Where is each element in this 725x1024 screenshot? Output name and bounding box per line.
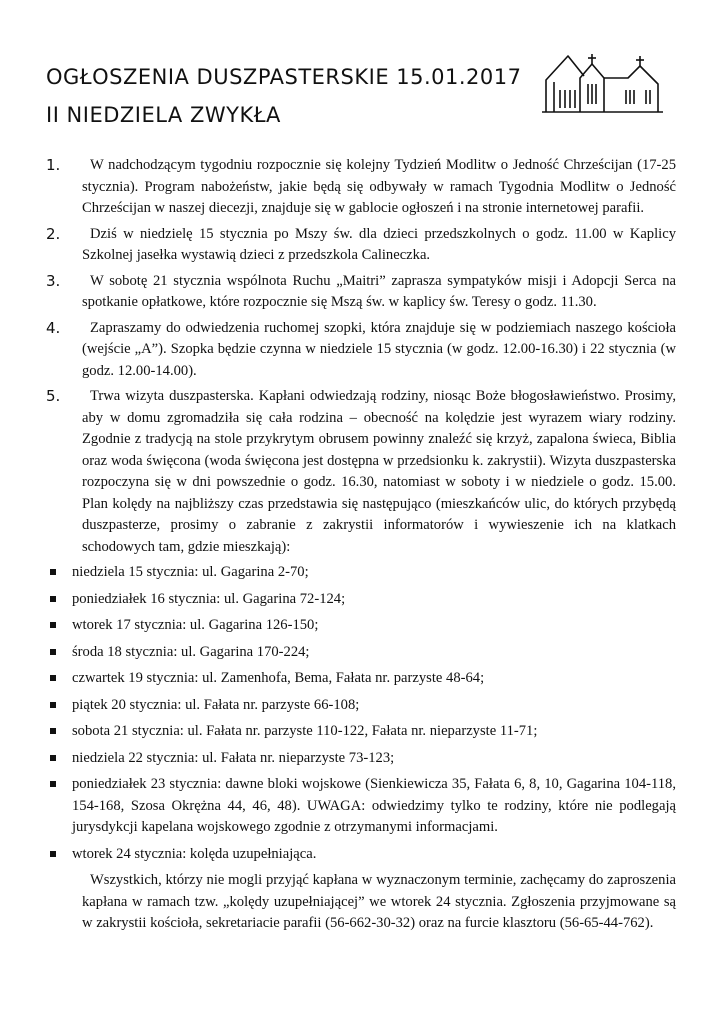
bullet-icon (50, 755, 56, 761)
church-icon (540, 48, 665, 118)
item-number: 5. (46, 387, 61, 405)
bullet-icon (50, 702, 56, 708)
list-item: niedziela 22 stycznia: ul. Fałata nr. nieparzyste 73-123; (46, 748, 676, 770)
item-number: 2. (46, 224, 61, 243)
bullet-icon (50, 622, 56, 628)
announcement-item (46, 224, 676, 267)
list-item: niedziela 15 stycznia: ul. Gagarina 2-70; (46, 562, 676, 584)
list-item: wtorek 17 stycznia: ul. Gagarina 126-150; (46, 615, 676, 637)
bullet-icon (50, 675, 56, 681)
announcement-item (46, 271, 676, 314)
item-number: 4. (46, 318, 61, 337)
announcement-item (46, 318, 676, 383)
item-number: 3. (46, 271, 61, 290)
title-line-2: II NIEDZIELA ZWYKŁA (46, 103, 281, 127)
announcement-item (46, 155, 676, 220)
list-item: poniedziałek 23 stycznia: dawne bloki wojskowe (Sienkiewicza 35, Fałata 6, 8, 10, Gagarina 104-118, 154-168, Szosa Okrężna 44, 46, 48). UWAGA: odwiedzimy tylko te rodziny, które nie podlegają jurysdykcji kapelana wojskowego zgodnie z otrzymanymi informacjami. (46, 774, 676, 839)
bullet-icon (50, 728, 56, 734)
item-text: W sobotę 21 stycznia wspólnota Ruchu „Maitri” zaprasza sympatyków misji i Adopcji Serca na spotkanie opłatkowe, które rozpocznie się Mszą św. w kaplicy św. Teresy o godz. 11.30. (82, 272, 676, 310)
list-item: środa 18 stycznia: ul. Gagarina 170-224; (46, 642, 676, 664)
closing-paragraph: Wszystkich, którzy nie mogli przyjąć kapłana w wyznaczonym terminie, zachęcamy do zaproszenia kapłana w ramach tzw. „kolędy uzupełniającej” we wtorek 24 stycznia. Zgłoszenia przyjmowane są w zakrystii kościoła, sekretariacie parafii (56-662-30-32) oraz na furcie klasztoru (56-65-44-762). (82, 872, 676, 931)
item-number: 1. (46, 156, 61, 174)
announcements (46, 155, 676, 949)
visit-schedule-list (46, 562, 676, 865)
item-text: W nadchodzącym tygodniu rozpocznie się kolejny Tydzień Modlitw o Jedność Chrześcijan (17-25 stycznia). Program nabożeństw, jakie będą się odbywały w ramach Tygodnia Modlitw o Jedność Chrześcijan w naszej diecezji, znajduje się w gablocie ogłoszeń i na stronie internetowej parafii. (82, 157, 676, 216)
item-text: Zapraszamy do odwiedzenia ruchomej szopki, która znajduje się w podziemiach naszego kościoła (wejście „A”). Szopka będzie czynna w niedziele 15 stycznia (w godz. 12.00-16.30) i 22 stycznia (w godz. 12.00-14.00). (82, 319, 676, 379)
page-title (46, 58, 522, 134)
bullet-icon (50, 649, 56, 655)
bullet-icon (50, 781, 56, 787)
bullet-icon (50, 851, 56, 857)
bullet-icon (50, 596, 56, 602)
list-item: poniedziałek 16 stycznia: ul. Gagarina 72-124; (46, 589, 676, 611)
list-item: wtorek 24 stycznia: kolęda uzupełniająca. (46, 844, 676, 866)
list-item: piątek 20 stycznia: ul. Fałata nr. parzyste 66-108; (46, 695, 676, 717)
title-line-1: OGŁOSZENIA DUSZPASTERSKIE 15.01.2017 (46, 65, 522, 89)
list-item: czwartek 19 stycznia: ul. Zamenhofa, Bema, Fałata nr. parzyste 48-64; (46, 668, 676, 690)
item-text: Dziś w niedzielę 15 stycznia po Mszy św. dla dzieci przedszkolnych o godz. 11.00 w Kaplicy Szkolnej jasełka wystawią dzieci z przedszkola Calineczka. (82, 225, 676, 263)
bullet-icon (50, 569, 56, 575)
item-text: Trwa wizyta duszpasterska. Kapłani odwiedzają rodziny, niosąc Boże błogosławieństwo. Prosimy, aby w domu zgromadziła się cała rodzina – obecność na kolędzie jest wyrazem wiary rodziny. Zgodnie z tradycją na stole przykrytym obrusem powinny znaleźć się krzyż, zapalona świeca, Biblia oraz woda święcona (woda święcona jest dostępna w przedsionku k. zakrystii). Wizyta duszpasterska rozpoczyna się w dni powszednie o godz. 16.30, natomiast w soboty i w niedziele o godz. 15.00. Plan kolędy na najbliższy czas przedstawia się następująco (mieszkańców ulic, do których przybędą duszpasterze, prosimy o zabranie z zakrystii informatorów i wywieszenie ich na klatkach schodowych tam, gdzie mieszkają): (82, 388, 676, 555)
announcement-item (46, 386, 676, 558)
list-item: sobota 21 stycznia: ul. Fałata nr. parzyste 110-122, Fałata nr. nieparzyste 11-71; (46, 721, 676, 743)
